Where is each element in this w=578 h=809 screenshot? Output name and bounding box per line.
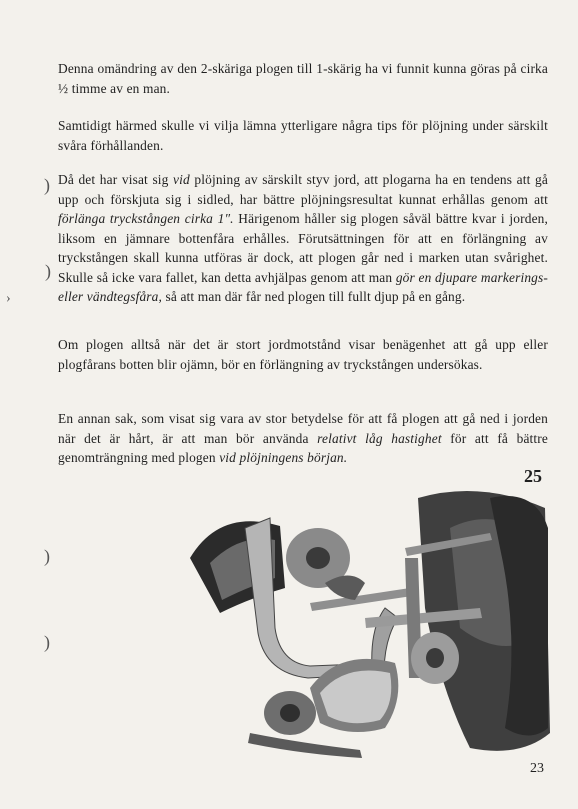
paragraph-3-text: Härigenom håller sig plogen såväl bättre kvar i jorden, liksom en jämnare bottenfåra erhålles. Förutsättningen för att en förlängning av tryckstången skall kunna utföras är dock, att plogen går ned i marken utan svårighet. Skulle så icke vara fallet, kan detta avhjälpas genom att man bbox=[58, 211, 548, 285]
paragraph-3-emphasis: vid bbox=[173, 172, 190, 187]
plow-photo bbox=[150, 488, 550, 768]
margin-mark: ) bbox=[44, 546, 50, 566]
paragraph-3-emphasis: gör en djupare markerings- eller vändtegsfåra, bbox=[58, 269, 548, 304]
paragraph-5-emphasis: relativt låg hastighet bbox=[317, 430, 442, 446]
paragraph-3-emphasis: förlänga tryckstången cirka 1″. bbox=[58, 211, 234, 226]
figure-number: 25 bbox=[524, 466, 542, 486]
paragraph-5-emphasis: vid plöjningens början. bbox=[219, 450, 348, 465]
paragraph-3 bbox=[58, 170, 548, 307]
margin-mark: ) bbox=[44, 632, 50, 652]
paragraph-3-text: så att man där får ned plogen till fullt djup på en gång. bbox=[162, 289, 466, 304]
paragraph-5-text: för att få bättre genomträngning med plogen bbox=[58, 430, 548, 465]
paragraph-2: Samtidigt härmed skulle vi vilja lämna ytterligare några tips för plöjning under särskilt svåra förhållanden. bbox=[58, 118, 548, 153]
margin-mark: ) bbox=[45, 261, 51, 281]
paragraph-5-text: En annan sak, som visat sig vara av stor betydelse för att få plogen att gå ned i jorden när det är hårt, är att man bör använda bbox=[58, 411, 548, 446]
page-number: 23 bbox=[530, 761, 544, 776]
paragraph-4: Om plogen alltså när det är stort jordmotstånd visar benägenhet att gå upp eller plogfårans botten blir ojämn, bör en förlängning av tryckstången undersökas. bbox=[58, 337, 548, 372]
paragraph-3-text: plöjning av särskilt styv jord, att plogarna ha en tendens att gå upp och förskjuta sig i sidled, har bättre plöjningsresultat kunnat erhållas genom att bbox=[58, 172, 548, 207]
paragraph-3-text: Då det har visat sig bbox=[58, 172, 174, 187]
margin-mark: › bbox=[6, 291, 11, 306]
paragraph-1: Denna omändring av den 2-skäriga plogen till 1-skärig ha vi funnit kunna göras på cirka ½ timme av en man. bbox=[58, 61, 548, 96]
paragraph-5 bbox=[58, 409, 548, 468]
margin-mark: ) bbox=[44, 175, 50, 195]
